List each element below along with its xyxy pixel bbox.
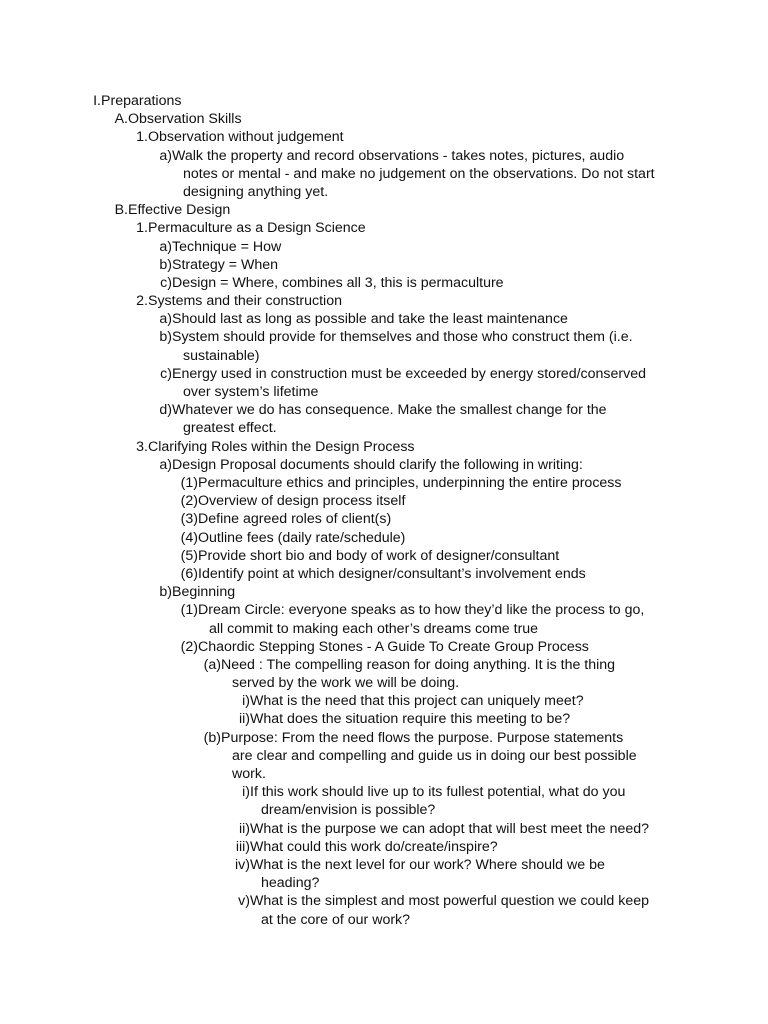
outline-item bbox=[0, 838, 768, 856]
outline-text-line: Observation without judgement bbox=[148, 129, 344, 146]
outline-text-line: served by the work we will be doing. bbox=[232, 675, 460, 692]
outline-marker: (6) bbox=[180, 565, 198, 582]
outline-marker: (1) bbox=[180, 602, 198, 619]
outline-marker: a) bbox=[159, 456, 172, 473]
outline-item bbox=[0, 147, 768, 202]
outline-item bbox=[0, 456, 768, 474]
outline-marker: 1. bbox=[136, 220, 148, 237]
outline-text-line: Technique = How bbox=[172, 238, 282, 255]
outline-text-line: Provide short bio and body of work of designer/consultant bbox=[198, 547, 560, 564]
outline-marker: ii) bbox=[238, 820, 250, 837]
outline-marker: v) bbox=[238, 893, 250, 910]
outline-item bbox=[0, 492, 768, 510]
outline-text-line: Identify point at which designer/consultant’s involvement ends bbox=[198, 565, 586, 582]
outline-text-line: at the core of our work? bbox=[261, 911, 411, 928]
outline-marker: 1. bbox=[136, 129, 148, 146]
outline-document bbox=[0, 92, 768, 929]
outline-item bbox=[0, 92, 768, 110]
outline-item bbox=[0, 565, 768, 583]
outline-text-line: are clear and compelling and guide us in doing our best possible bbox=[232, 747, 637, 764]
outline-item bbox=[0, 820, 768, 838]
outline-marker: c) bbox=[160, 365, 172, 382]
outline-item bbox=[0, 238, 768, 256]
outline-text-line: heading? bbox=[261, 875, 320, 892]
outline-item bbox=[0, 710, 768, 728]
outline-item bbox=[0, 547, 768, 565]
outline-item bbox=[0, 692, 768, 710]
outline-marker: A. bbox=[114, 111, 128, 128]
outline-text-line: Outline fees (daily rate/schedule) bbox=[198, 529, 406, 546]
outline-item bbox=[0, 656, 768, 692]
outline-text-line: over system’s lifetime bbox=[183, 384, 319, 401]
outline-marker: (1) bbox=[180, 475, 198, 492]
outline-item bbox=[0, 401, 768, 437]
outline-marker: B. bbox=[114, 202, 128, 219]
outline-item bbox=[0, 729, 768, 784]
outline-item bbox=[0, 219, 768, 237]
outline-text-line: Should last as long as possible and take the least maintenance bbox=[172, 311, 568, 328]
outline-item bbox=[0, 292, 768, 310]
outline-text-line: dream/envision is possible? bbox=[261, 802, 436, 819]
outline-marker: iv) bbox=[235, 857, 250, 874]
outline-item bbox=[0, 783, 768, 819]
outline-item bbox=[0, 601, 768, 637]
outline-marker: c) bbox=[160, 274, 172, 291]
outline-text-line: What is the simplest and most powerful question we could keep bbox=[250, 893, 650, 910]
outline-text-line: Overview of design process itself bbox=[198, 493, 406, 510]
outline-item bbox=[0, 892, 768, 928]
outline-marker: iii) bbox=[235, 838, 250, 855]
outline-text-line: notes or mental - and make no judgement on the observations. Do not start bbox=[183, 165, 655, 182]
outline-item bbox=[0, 310, 768, 328]
outline-text-line: Clarifying Roles within the Design Process bbox=[148, 438, 415, 455]
outline-item bbox=[0, 510, 768, 528]
outline-text-line: Energy used in construction must be exceeded by energy stored/conserved bbox=[172, 365, 646, 382]
outline-marker: a) bbox=[159, 311, 172, 328]
outline-item bbox=[0, 128, 768, 146]
outline-text-line: Permaculture ethics and principles, underpinning the entire process bbox=[198, 475, 622, 492]
outline-text-line: Purpose: From the need flows the purpose. Purpose statements bbox=[221, 729, 624, 746]
outline-text-line: Preparations bbox=[101, 93, 182, 109]
outline-marker: (4) bbox=[180, 529, 198, 546]
outline-item bbox=[0, 328, 768, 364]
outline-text-line: Design = Where, combines all 3, this is permaculture bbox=[172, 274, 504, 291]
outline-item bbox=[0, 856, 768, 892]
outline-marker: 2. bbox=[136, 293, 148, 310]
outline-text-line: designing anything yet. bbox=[183, 183, 329, 200]
outline-text-line: Design Proposal documents should clarify the following in writing: bbox=[172, 456, 583, 473]
outline-marker: d) bbox=[159, 402, 172, 419]
outline-item bbox=[0, 529, 768, 547]
outline-text-line: If this work should live up to its fullest potential, what do you bbox=[250, 784, 626, 801]
outline-text-line: Effective Design bbox=[128, 202, 231, 219]
outline-marker: i) bbox=[242, 693, 250, 710]
outline-item bbox=[0, 474, 768, 492]
outline-marker: b) bbox=[159, 329, 172, 346]
outline-text-line: Need : The compelling reason for doing anything. It is the thing bbox=[221, 656, 616, 673]
outline-item bbox=[0, 638, 768, 656]
outline-item bbox=[0, 438, 768, 456]
outline-marker: ii) bbox=[238, 711, 250, 728]
outline-text-line: Beginning bbox=[172, 584, 236, 601]
outline-text-line: Whatever we do has consequence. Make the smallest change for the bbox=[172, 402, 607, 419]
outline-marker: i) bbox=[242, 784, 250, 801]
outline-text-line: sustainable) bbox=[183, 347, 260, 364]
outline-item bbox=[0, 110, 768, 128]
outline-item bbox=[0, 274, 768, 292]
outline-marker: 3. bbox=[136, 438, 148, 455]
outline-marker: a) bbox=[159, 147, 172, 164]
outline-marker: (5) bbox=[180, 547, 198, 564]
outline-text-line: Observation Skills bbox=[128, 111, 242, 128]
outline-text-line: What is the purpose we can adopt that will best meet the need? bbox=[250, 820, 650, 837]
outline-marker: b) bbox=[159, 256, 172, 273]
outline-marker: (a) bbox=[203, 656, 221, 673]
outline-marker: a) bbox=[159, 238, 172, 255]
outline-text-line: What is the next level for our work? Where should we be bbox=[250, 857, 605, 874]
outline-marker: (2) bbox=[180, 638, 198, 655]
outline-item bbox=[0, 583, 768, 601]
outline-text-line: Chaordic Stepping Stones - A Guide To Create Group Process bbox=[198, 638, 589, 655]
outline-item bbox=[0, 256, 768, 274]
outline-marker: (2) bbox=[180, 493, 198, 510]
outline-text-line: Strategy = When bbox=[172, 256, 279, 273]
outline-text-line: What could this work do/create/inspire? bbox=[250, 838, 498, 855]
outline-text-line: What does the situation require this meeting to be? bbox=[250, 711, 571, 728]
outline-item bbox=[0, 365, 768, 401]
outline-text-line: work. bbox=[232, 766, 266, 783]
outline-text-line: Define agreed roles of client(s) bbox=[198, 511, 392, 528]
outline-text-line: Permaculture as a Design Science bbox=[148, 220, 366, 237]
outline-marker: (b) bbox=[203, 729, 221, 746]
outline-marker: I. bbox=[93, 93, 101, 109]
outline-text-line: all commit to making each other’s dreams come true bbox=[209, 620, 539, 637]
outline-text-line: Dream Circle: everyone speaks as to how they’d like the process to go, bbox=[198, 602, 645, 619]
outline-marker: (3) bbox=[180, 511, 198, 528]
outline-marker: b) bbox=[159, 584, 172, 601]
outline-text-line: What is the need that this project can uniquely meet? bbox=[250, 693, 584, 710]
outline-text-line: greatest effect. bbox=[183, 420, 277, 437]
outline-text-line: Walk the property and record observations - takes notes, pictures, audio bbox=[172, 147, 625, 164]
outline-item bbox=[0, 201, 768, 219]
outline-text-line: System should provide for themselves and those who construct them (i.e. bbox=[172, 329, 633, 346]
outline-text-line: Systems and their construction bbox=[148, 293, 342, 310]
